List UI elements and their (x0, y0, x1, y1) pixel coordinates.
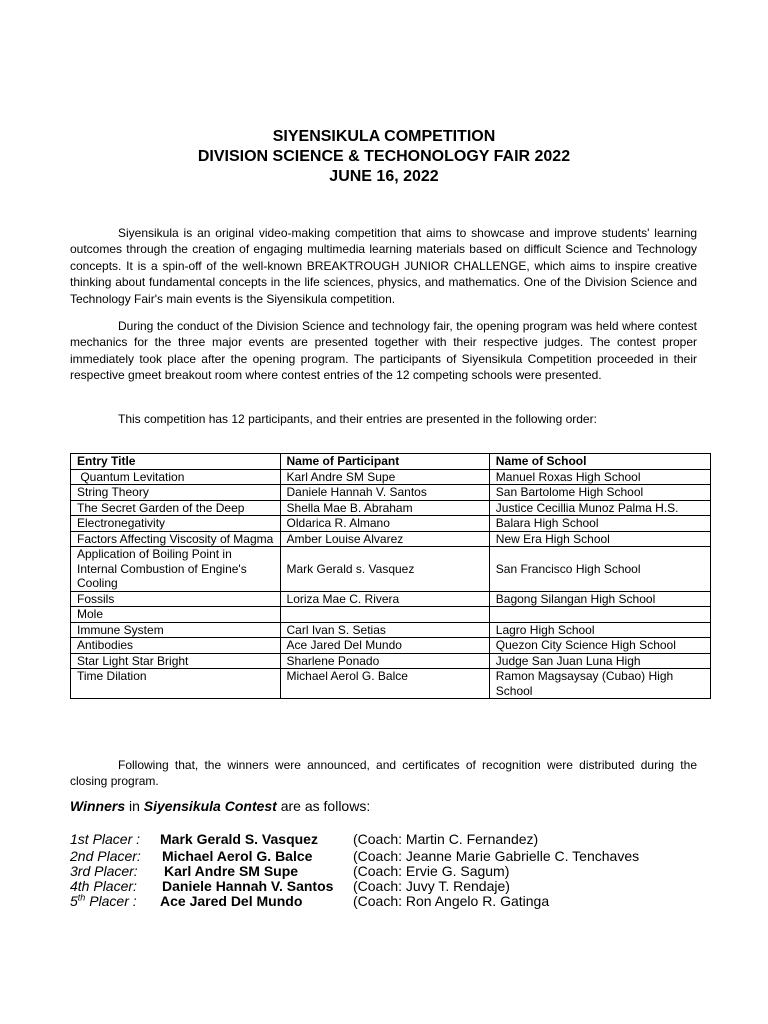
entry-title-cell: Fossils (71, 591, 281, 607)
participant-cell (280, 607, 489, 623)
intro-paragraph-text: Siyensikula is an original video-making competition that aims to showcase and improve students' learning outcomes through the creation of engaging multimedia learning materials based on difficult Science and Technology concepts. It is a spin-off of the well-known BREAKTROUGH JUNIOR CHALLENGE, which aims to inspire creative thinking about fundamental concepts in the life sciences, physics, and mathematics. One of the Division Science and Technology Fair's main events is the Siyensikula competition. (70, 226, 697, 306)
school-cell: Manuel Roxas High School (489, 469, 710, 485)
winners-heading-mid: in (125, 798, 144, 814)
participant-cell: Loriza Mae C. Rivera (280, 591, 489, 607)
entry-title-cell: Antibodies (71, 638, 281, 654)
participants-paragraph-text: This competition has 12 participants, and their entries are presented in the following order: (118, 412, 597, 426)
participants-paragraph (70, 411, 697, 427)
winner-place: 1st Placer : (70, 831, 141, 847)
title-line-3: JUNE 16, 2022 (329, 168, 439, 185)
participant-cell: Sharlene Ponado (280, 653, 489, 669)
winner-place (70, 893, 137, 909)
school-cell (489, 607, 710, 623)
participant-cell: Mark Gerald s. Vasquez (280, 547, 489, 592)
table-row (71, 516, 711, 532)
participant-cell: Carl Ivan S. Setias (280, 622, 489, 638)
closing-paragraph-text: Following that, the winners were announced, and certificates of recognition were distributed during the closing program. (70, 758, 697, 789)
table-row (71, 591, 711, 607)
table-header-row (71, 454, 711, 470)
winner-name: Daniele Hannah V. Santos (162, 878, 334, 894)
winners-heading (70, 798, 370, 814)
entry-title-cell: Time Dilation (71, 669, 281, 699)
winners-heading-contest: Siyensikula Contest (143, 798, 277, 814)
conduct-paragraph-text: During the conduct of the Division Science and technology fair, the opening program was held where contest mechanics for the three major events are presented together with their respective judges. The contest proper immediately took place after the opening program. The participants of Siyensikula Competition proceeded in their respective gmeet breakout room where contest entries of the 12 competing schools were presented. (70, 319, 697, 383)
title-line-2: DIVISION SCIENCE & TECHONOLOGY FAIR 2022 (197, 148, 571, 165)
table-row (71, 485, 711, 501)
entry-title-cell: Application of Boiling Point in Internal Combustion of Engine's Cooling (71, 547, 281, 592)
entry-title-cell: Quantum Levitation (71, 469, 281, 485)
winner-coach: (Coach: Martin C. Fernandez) (353, 831, 539, 847)
table-row (71, 607, 711, 623)
participant-cell: Ace Jared Del Mundo (280, 638, 489, 654)
winner-place: 2nd Placer: (70, 848, 141, 864)
table-row (71, 500, 711, 516)
winner-coach: (Coach: Ron Angelo R. Gatinga (353, 893, 550, 909)
header-entry-title: Entry Title (71, 454, 281, 470)
entry-title-cell: Mole (71, 607, 281, 623)
table-row (71, 638, 711, 654)
table-row (71, 653, 711, 669)
winner-coach: (Coach: Jeanne Marie Gabrielle C. Tenchaves (353, 848, 640, 864)
participant-cell: Oldarica R. Almano (280, 516, 489, 532)
winner-name: Karl Andre SM Supe (164, 863, 299, 879)
participant-cell: Michael Aerol G. Balce (280, 669, 489, 699)
participant-cell: Shella Mae B. Abraham (280, 500, 489, 516)
title-line-1: SIYENSIKULA COMPETITION (272, 128, 496, 145)
winner-coach: (Coach: Juvy T. Rendaje) (353, 878, 510, 894)
school-cell: San Bartolome High School (489, 485, 710, 501)
winner-place: 4th Placer: (70, 878, 137, 894)
winner-name: Michael Aerol G. Balce (162, 848, 313, 864)
entry-title-cell: Immune System (71, 622, 281, 638)
document-title-block (0, 127, 768, 187)
participant-cell: Daniele Hannah V. Santos (280, 485, 489, 501)
intro-paragraph (70, 225, 697, 307)
school-cell: San Francisco High School (489, 547, 710, 592)
table-row (71, 622, 711, 638)
winner-coach: (Coach: Ervie G. Sagum) (353, 863, 510, 879)
entry-title-cell: Factors Affecting Viscosity of Magma (71, 531, 281, 547)
participant-cell: Karl Andre SM Supe (280, 469, 489, 485)
school-cell: Quezon City Science High School (489, 638, 710, 654)
winner-place-number: 5 (70, 893, 78, 909)
school-cell: Ramon Magsaysay (Cubao) High School (489, 669, 710, 699)
winner-place-suffix: th (77, 892, 86, 903)
winner-name: Mark Gerald S. Vasquez (160, 831, 318, 847)
header-participant: Name of Participant (280, 454, 489, 470)
school-cell: Lagro High School (489, 622, 710, 638)
school-cell: Balara High School (489, 516, 710, 532)
table-row (71, 669, 711, 699)
closing-paragraph (70, 757, 697, 790)
entry-title-cell: The Secret Garden of the Deep (71, 500, 281, 516)
table-row (71, 547, 711, 592)
entry-title-cell: Electronegativity (71, 516, 281, 532)
conduct-paragraph (70, 318, 697, 384)
participant-cell: Amber Louise Alvarez (280, 531, 489, 547)
header-school: Name of School (489, 454, 710, 470)
winner-place-tail: Placer : (85, 893, 137, 909)
entries-table (70, 453, 711, 699)
table-row (71, 531, 711, 547)
winner-place: 3rd Placer: (70, 863, 138, 879)
school-cell: New Era High School (489, 531, 710, 547)
entry-title-cell: Star Light Star Bright (71, 653, 281, 669)
school-cell: Justice Cecillia Munoz Palma H.S. (489, 500, 710, 516)
school-cell: Bagong Silangan High School (489, 591, 710, 607)
winners-heading-word: Winners (70, 798, 126, 814)
winners-heading-tail: are as follows: (276, 798, 371, 814)
entry-title-cell: String Theory (71, 485, 281, 501)
table-row (71, 469, 711, 485)
school-cell: Judge San Juan Luna High (489, 653, 710, 669)
winner-name: Ace Jared Del Mundo (160, 893, 303, 909)
